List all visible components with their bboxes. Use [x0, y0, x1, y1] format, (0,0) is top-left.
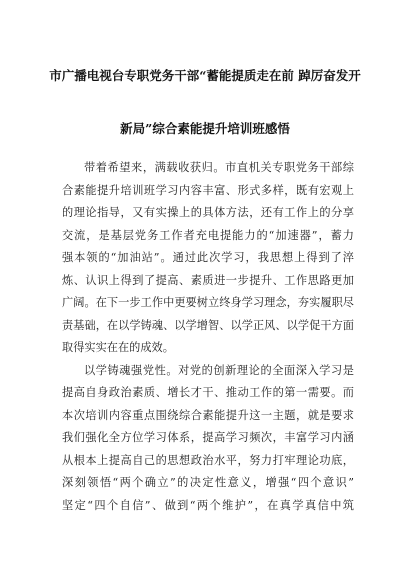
document-title-line-2: 新局”综合素能提升培训班感悟	[120, 121, 290, 136]
paragraph-line: 以学铸魂强党性。对党的创新理论的全面深入学习是	[84, 363, 354, 377]
paragraph-2	[62, 360, 354, 518]
paragraph-line: 提高自身政治素质、增长才干、推动工作的第一需要。而	[62, 386, 354, 399]
paragraph-line: 我们强化全方位学习体系，提高学习频次，丰富学习内涵	[62, 431, 354, 444]
paragraph-line: 交流，是基层党务工作者充电提能力的“加速器”，蓄力	[62, 228, 354, 242]
paragraph-line: 取得实实在在的成效。	[62, 341, 174, 354]
paragraph-line: 从根本上提高自己的思想政治水平，努力打牢理论功底，	[62, 453, 354, 467]
paragraph-line: 坚定“四个自信”、做到“两个维护”，在真学真信中筑	[62, 498, 354, 512]
paragraph-line: 炼、认识上得到了提高、素质进一步提升、工作思路更加	[62, 273, 354, 287]
paragraph-line: 的理论指导，又有实操上的具体方法，还有工作上的分享	[62, 206, 354, 219]
document-title-line-1: 市广播电视台专职党务干部“蓄能提质走在前 踔厉奋发开	[49, 68, 361, 83]
paragraph-1	[62, 157, 354, 360]
paragraph-line: 本次培训内容重点围绕综合素能提升这一主题，就是要求	[62, 408, 354, 422]
paragraph-line: 带着希望来，满载收获归。市直机关专职党务干部综	[84, 161, 354, 174]
paragraph-line: 合素能提升培训班学习内容丰富、形式多样，既有宏观上	[62, 183, 354, 197]
document-body	[62, 157, 354, 517]
paragraph-line: 责基础，在以学铸魂、以学增智、以学正风、以学促干方面	[62, 318, 354, 332]
paragraph-line: 深刻领悟“两个确立”的决定性意义，增强“四个意识”	[62, 476, 354, 489]
paragraph-line: 广阔。在下一步工作中更要树立终身学习理念，夯实履职尽	[62, 296, 354, 309]
paragraph-line: 强本领的“加油站”。通过此次学习，我思想上得到了淬	[62, 251, 354, 264]
